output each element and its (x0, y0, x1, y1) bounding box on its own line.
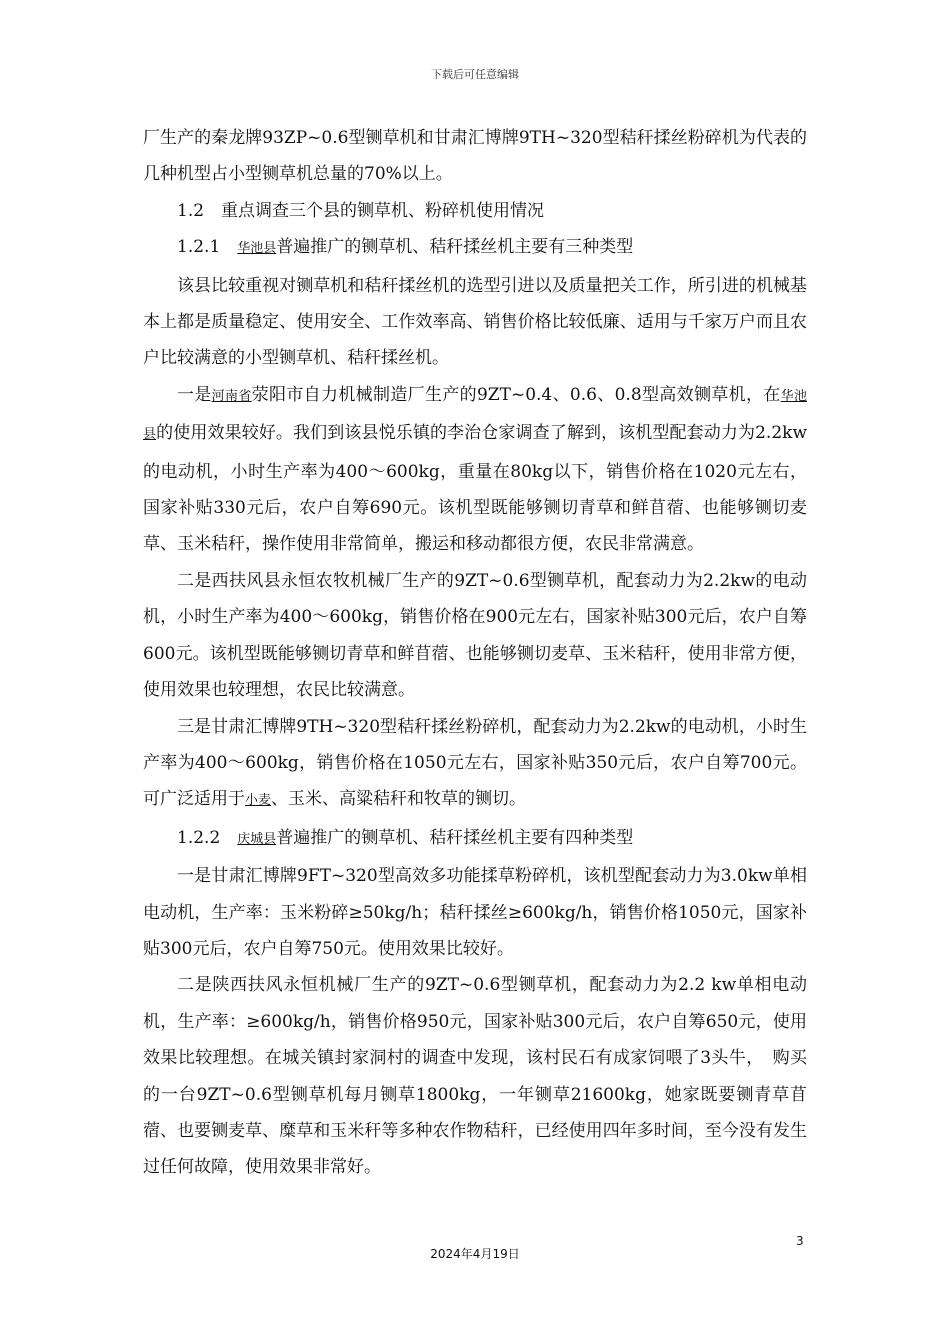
footer-date: 2024年4月19日 (430, 1247, 520, 1261)
hyperlink-henan-province[interactable]: 河南省 (211, 388, 252, 404)
text-run: 一是 (177, 384, 212, 405)
heading-number: 1.2.2 (177, 827, 238, 848)
section-heading-1-2: 1.2 重点调查三个县的铡草机、粉碎机使用情况 (177, 200, 545, 221)
heading-text: 普遍推广的铡草机、秸秆揉丝机主要有三种类型 (276, 237, 634, 258)
hyperlink-huachi-county[interactable]: 华池县 (237, 241, 277, 257)
heading-number: 1.2.1 (177, 237, 238, 258)
hyperlink-huachi-county[interactable]: 华池县 (143, 388, 807, 443)
paragraph: 该县比较重视对铡草机和秸秆揉丝机的选型引进以及质量把关工作，所引进的机械基本上都是质量稳定、使用安全、工作效率高、销售价格比较低廉、适用与千家万户而且农户比较满意的小型铡草机、秸秆揉丝机。 (143, 275, 807, 369)
hyperlink-wheat[interactable]: 小麦 (245, 793, 272, 809)
document-body (143, 120, 807, 1186)
text-run: 的使用效果较好。我们到该县悦乐镇的李治仓家调查了解到，该机型配套动力为2.2kw的电动机，小时生产率为400～600kg，重量在80kg以下，销售价格在1020元左右，国家补贴330元后，农户自筹690元。该机型既能够铡切青草和鲜苜蓿、也能够铡切麦草、玉米秸秆，操作使用非常简单，搬运和移动都很方便，农民非常满意。 (143, 423, 807, 555)
page-number: 3 (796, 1234, 804, 1248)
paragraph: 二是陕西扶风永恒机械厂生产的9ZT~0.6型铡草机，配套动力为2.2 kw单相电动机，生产率：≥600kg/h，销售价格950元，国家补贴300元后，农户自筹650元，使用效果比较理想。在城关镇封家洞村的调查中发现，该村民石有成家饲喂了3头牛， 购买的一台9ZT~0.6型铡草机每月铡草1800kg，一年铡草21600kg，她家既要铡青草苜蓿、也要铡麦草、糜草和玉米秆等多种农作物秸秆，已经使用四年多时间，至今没有发生过任何故障，使用效果非常好。 (143, 975, 807, 1178)
paragraph (143, 709, 807, 820)
paragraph (143, 377, 807, 563)
paragraph: 一是甘肃汇博牌9FT~320型高效多功能揉草粉碎机，该机型配套动力为3.0kw单相电动机，生产率：玉米粉碎≥50kg/h；秸秆揉丝≥600kg/h，销售价格1050元，国家补贴300元后，农户自筹750元。使用效果比较好。 (143, 866, 807, 959)
heading-text: 普遍推广的铡草机、秸秆揉丝机主要有四种类型 (276, 827, 634, 848)
paragraph: 二是西扶风县永恒农牧机械厂生产的9ZT~0.6型铡草机，配套动力为2.2kw的电动机，小时生产率为400～600kg，销售价格在900元左右，国家补贴300元后，农户自筹600元。该机型既能够铡切青草和鲜苜蓿、也能够铡切麦草、玉米秸秆，使用非常方便，使用效果也较理想，农民比较满意。 (143, 570, 807, 701)
section-heading-1-2-1 (143, 229, 807, 267)
text-run: 荥阳市自力机械制造厂生产的9ZT~0.4、0.6、0.8型高效铡草机，在 (251, 384, 781, 405)
page-header: 下载后可任意编辑 (431, 68, 519, 81)
section-heading-1-2-2 (143, 820, 807, 858)
text-run: 、玉米、高粱秸秆和牧草的铡切。 (271, 789, 527, 810)
hyperlink-qingcheng-county[interactable]: 庆城县 (237, 831, 277, 847)
paragraph: 厂生产的秦龙牌93ZP~0.6型铡草机和甘肃汇博牌9TH~320型秸秆揉丝粉碎机为代表的几种机型占小型铡草机总量的70%以上。 (143, 128, 807, 185)
text-run: 三是甘肃汇博牌9TH~320型秸秆揉丝粉碎机，配套动力为2.2kw的电动机，小时生产率为400～600kg，销售价格在1050元左右，国家补贴350元后，农户自筹700元。可广泛适用于 (143, 716, 807, 810)
